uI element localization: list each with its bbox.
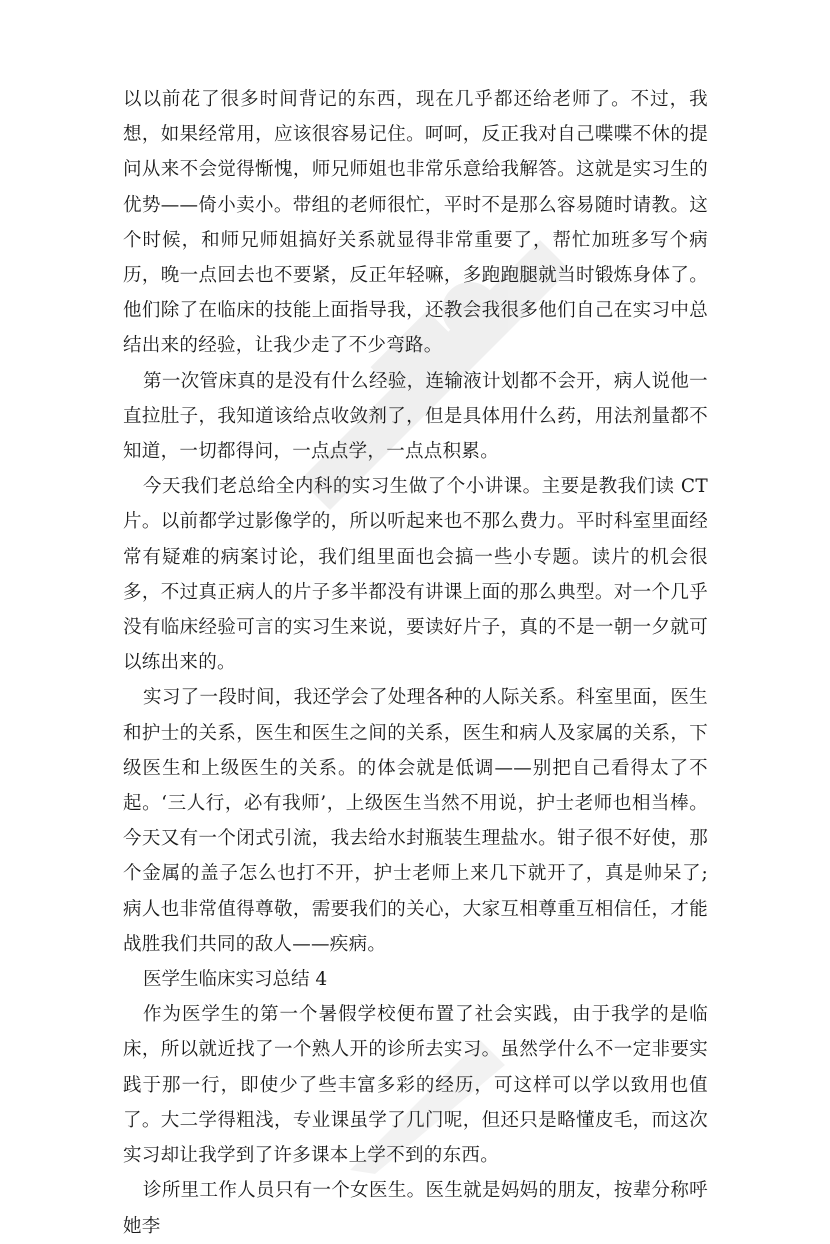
- paragraph: 诊所里工作人员只有一个女医生。医生就是妈妈的朋友，按辈分称呼她李: [123, 1180, 708, 1237]
- document-body: [123, 82, 708, 1244]
- paragraph: 作为医学生的第一个暑假学校便布置了社会实践，由于我学的是临床，所以就近找了一个熟人开的诊所去实习。虽然学什么不一定非要实践于那一行，即使少了些丰富多彩的经历，可这样可以学以致用也值了。大二学得粗浅，专业课虽学了几门呢，但还只是略懂皮毛，而这次实习却让我学到了许多课本上学不到的东西。: [123, 1004, 708, 1167]
- paragraph: 实习了一段时间，我还学会了处理各种的人际关系。科室里面，医生和护士的关系，医生和医生之间的关系，医生和病人及家属的关系，下级医生和上级医生的关系。的体会就是低调——别把自己看得太了不起。‘三人行，必有我师’，上级医生当然不用说，护士老师也相当棒。今天又有一个闭式引流，我去给水封瓶装生理盐水。钳子很不好使，那个金属的盖子怎么也打不开，护士老师上来几下就开了，真是帅呆了;病人也非常值得尊敬，需要我们的关心，大家互相尊重互相信任，才能战胜我们共同的敌人——疾病。: [123, 687, 708, 955]
- paragraph: 以以前花了很多时间背记的东西，现在几乎都还给老师了。不过，我想，如果经常用，应该很容易记住。呵呵，反正我对自己喋喋不休的提问从来不会觉得惭愧，师兄师姐也非常乐意给我解答。这就是实习生的优势——倚小卖小。带组的老师很忙，平时不是那么容易随时请教。这个时候，和师兄师姐搞好关系就显得非常重要了，帮忙加班多写个病历，晚一点回去也不要紧，反正年轻嘛，多跑跑腿就当时锻炼身体了。他们除了在临床的技能上面指导我，还教会我很多他们自己在实习中总结出来的经验，让我少走了不少弯路。: [123, 89, 708, 357]
- section-heading: 医学生临床实习总结 4: [143, 969, 328, 991]
- paragraph: 第一次管床真的是没有什么经验，连输液计划都不会开，病人说他一直拉肚子，我知道该给点收敛剂了，但是具体用什么药，用法剂量都不知道，一切都得问，一点点学，一点点积累。: [123, 370, 708, 463]
- paragraph: 今天我们老总给全内科的实习生做了个小讲课。主要是教我们读 CT 片。以前都学过影像学的，所以听起来也不那么费力。平时科室里面经常有疑难的病案讨论，我们组里面也会搞一些小专题。读片的机会很多，不过真正病人的片子多半都没有讲课上面的那么典型。对一个几乎没有临床经验可言的实习生来说，要读好片子，真的不是一朝一夕就可以练出来的。: [123, 476, 708, 674]
